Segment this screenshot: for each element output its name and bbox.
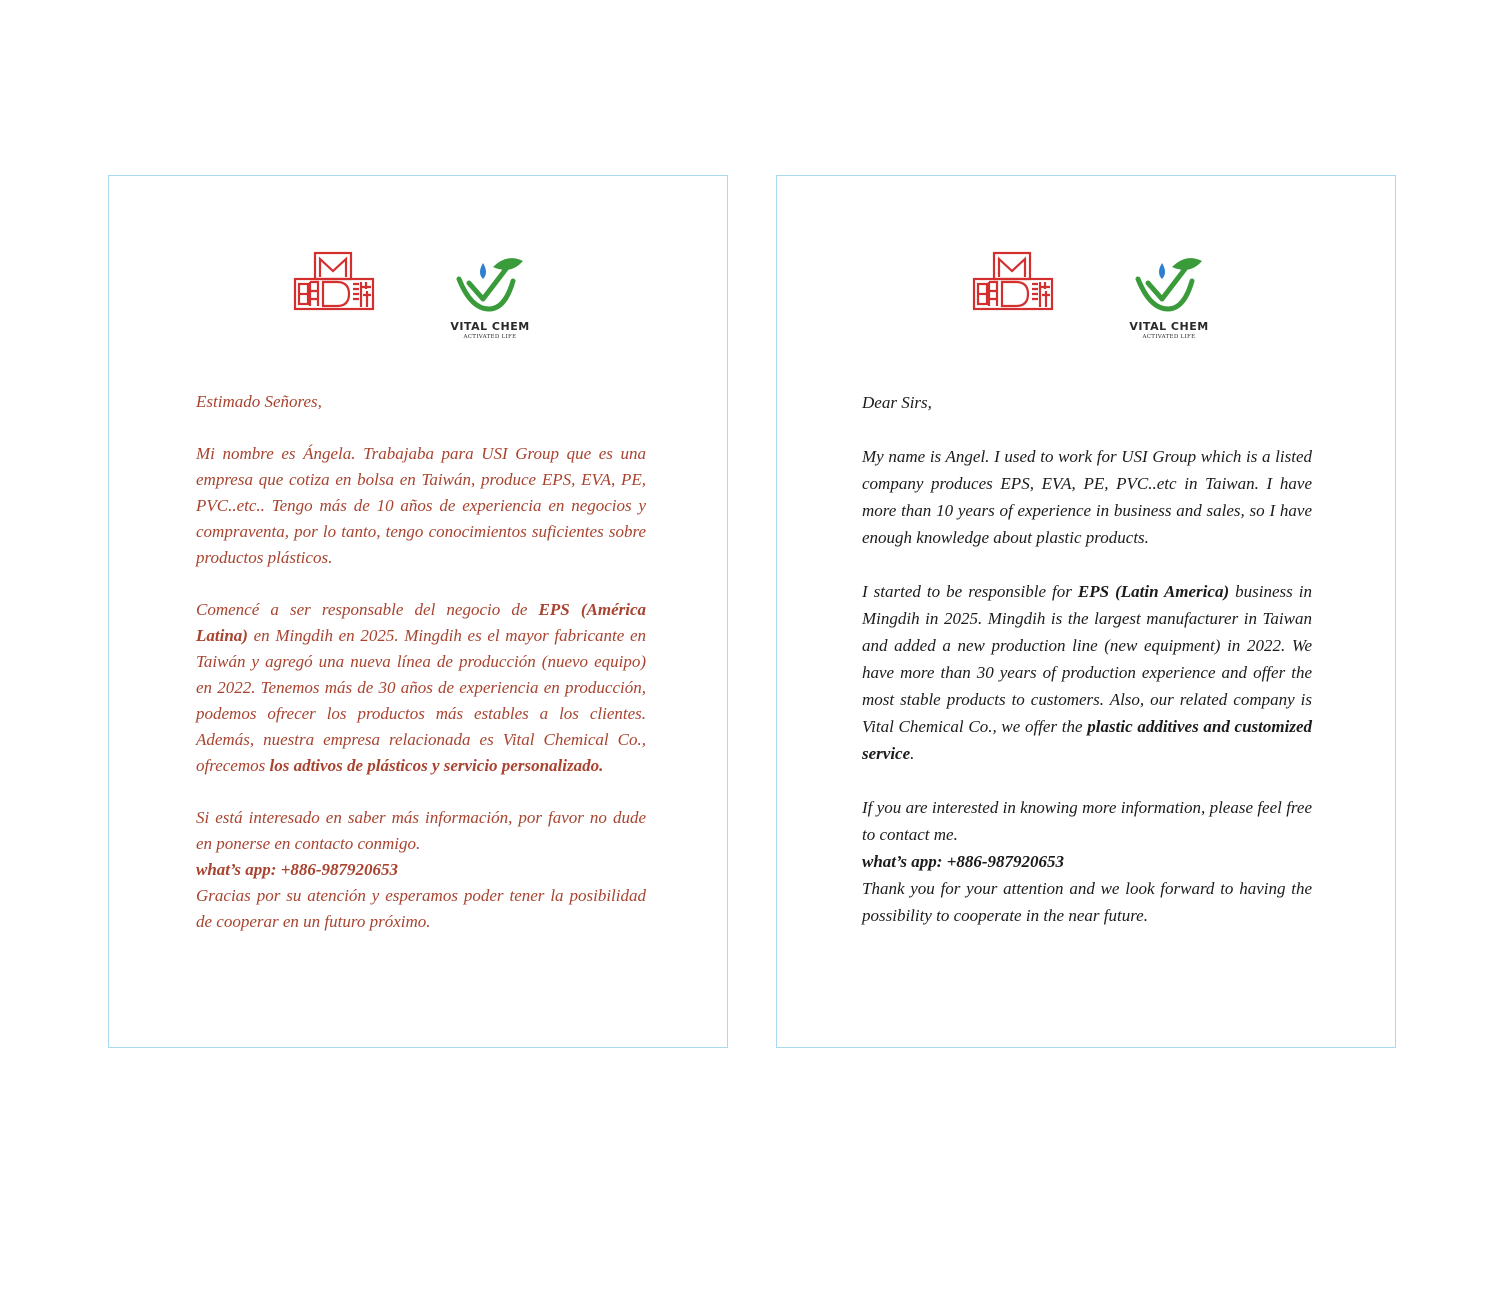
greeting: Dear Sirs, xyxy=(862,393,932,412)
business-text-end: . xyxy=(910,744,915,763)
business-text-b: en Mingdih en 2025. Mingdih es el mayor fabricante en Taiwán y agregó una nueva línea de producción (nuevo equipo) en 2022. Tenemos más de 30 años de experiencia en producción, podemos ofrecer los productos más estables a los clientes. Además, nuestra empresa relacionada es Vital Chemical Co., ofrecemos xyxy=(196,626,646,775)
business-highlight-additives: los adtivos de plásticos y servicio personalizado. xyxy=(269,756,604,775)
business-text-a: I started to be responsible for xyxy=(862,582,1078,601)
vital-chem-name: VITAL CHEM xyxy=(1129,320,1209,333)
closing: Thank you for your attention and we look forward to having the possibility to cooperate in the near future. xyxy=(862,879,1312,925)
whatsapp-contact: what’s app: +886-987920653 xyxy=(862,852,1065,871)
paragraph-contact: If you are interested in knowing more information, please feel free to contact me. xyxy=(862,798,1312,844)
greeting: Estimado Señores, xyxy=(196,392,322,411)
letter-body-en xyxy=(862,389,1312,929)
mingdih-logo xyxy=(972,251,1054,311)
paragraph-intro: Mi nombre es Ángela. Trabajaba para USI Group que es una empresa que cotiza en bolsa en Taiwán, produce EPS, EVA, PE, PVC..etc.. Tengo más de 10 años de experiencia en negocios y compraventa, por lo tanto, tengo conocimientos suficientes sobre productos plásticos. xyxy=(196,444,646,567)
mingdih-logo xyxy=(293,251,375,311)
paragraph-business xyxy=(196,597,646,779)
business-highlight-eps: EPS (América Latina) xyxy=(196,600,646,645)
vital-chem-name: VITAL CHEM xyxy=(450,320,530,333)
vital-chem-logo xyxy=(435,255,545,340)
leaf-check-icon xyxy=(453,255,527,313)
paragraph-intro: My name is Angel. I used to work for USI Group which is a listed company produces EPS, EVA, PE, PVC..etc in Taiwan. I have more than 10 years of experience in business and sales, so I have enough knowledge about plastic products. xyxy=(862,447,1312,547)
logo-row xyxy=(777,251,1395,351)
paragraph-contact: Si está interesado en saber más información, por favor no dude en ponerse en contacto conmigo. xyxy=(196,808,646,853)
closing: Gracias por su atención y esperamos poder tener la posibilidad de cooperar en un futuro próximo. xyxy=(196,886,646,931)
business-text-a: Comencé a ser responsable del negocio de xyxy=(196,600,539,619)
business-highlight-additives: plastic additives and customized service xyxy=(862,717,1313,763)
vital-chem-tagline: ACTIVATED LIFE xyxy=(463,334,517,340)
letter-english xyxy=(776,175,1396,1048)
paragraph-business xyxy=(862,578,1312,767)
business-highlight-eps: EPS (Latin America) xyxy=(1077,582,1230,601)
leaf-check-icon xyxy=(1132,255,1206,313)
business-text-b: business in Mingdih in 2025. Mingdih is the largest manufacturer in Taiwan and added a new production line (new equipment) in 2022. We have more than 30 years of production experience and offer the most stable products to customers. Also, our related company is Vital Chemical Co., we offer the xyxy=(862,582,1312,736)
letter-body-es xyxy=(196,389,646,935)
letter-spanish xyxy=(108,175,728,1048)
vital-chem-logo xyxy=(1114,255,1224,340)
vital-chem-tagline: ACTIVATED LIFE xyxy=(1142,334,1196,340)
whatsapp-contact: what’s app: +886-987920653 xyxy=(196,860,399,879)
logo-row xyxy=(109,251,727,351)
